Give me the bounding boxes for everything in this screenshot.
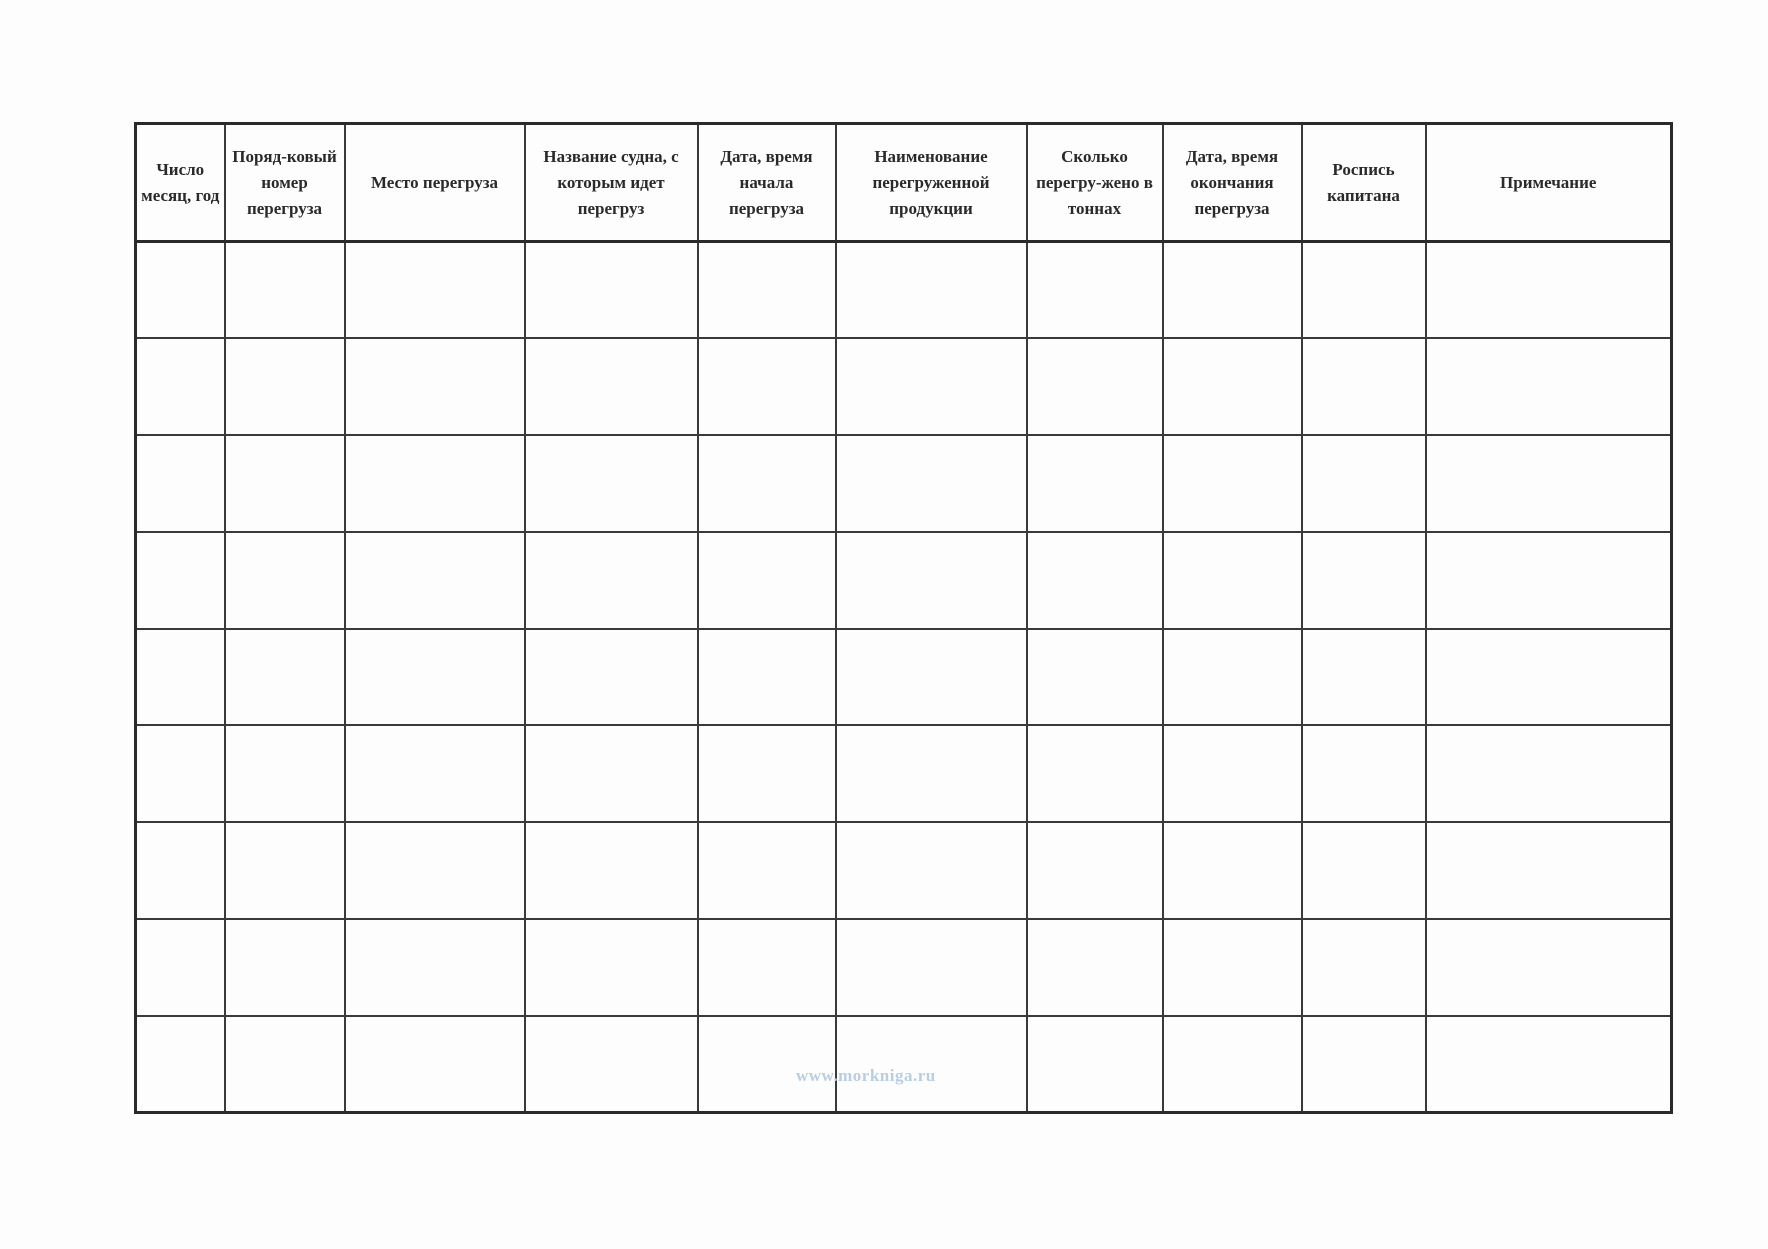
col-product-cell[interactable] [836,1016,1027,1113]
col-vessel-name-cell[interactable] [525,435,698,532]
col-date-cell[interactable] [136,725,225,822]
col-signature-cell[interactable] [1302,338,1426,435]
col-seq-number-cell[interactable] [225,725,345,822]
col-seq-number-cell[interactable] [225,532,345,629]
col-notes-cell[interactable] [1426,338,1672,435]
col-seq-number-cell[interactable] [225,338,345,435]
col-start-time-cell[interactable] [698,822,836,919]
col-signature-cell[interactable] [1302,629,1426,726]
col-signature-cell[interactable] [1302,435,1426,532]
col-place-label: Место перегруза [370,172,499,192]
col-product-cell[interactable] [836,338,1027,435]
col-place-cell[interactable] [345,725,525,822]
col-seq-number-label: Поряд-ковый номер перегруза [232,146,337,218]
transshipment-log-table [134,122,1673,1114]
col-start-time-cell[interactable] [698,629,836,726]
col-date-cell[interactable] [136,338,225,435]
col-product-cell[interactable] [836,242,1027,339]
col-date-cell[interactable] [136,242,225,339]
col-notes-cell[interactable] [1426,629,1672,726]
col-signature-cell[interactable] [1302,822,1426,919]
col-end-time-cell[interactable] [1163,435,1302,532]
col-start-time-cell[interactable] [698,919,836,1016]
col-end-time-cell[interactable] [1163,242,1302,339]
col-seq-number-cell[interactable] [225,822,345,919]
col-place-header [345,124,525,242]
col-seq-number-cell[interactable] [225,629,345,726]
table-row [136,532,1672,629]
col-notes-header [1426,124,1672,242]
col-notes-cell[interactable] [1426,919,1672,1016]
col-start-time-header [698,124,836,242]
col-end-time-cell[interactable] [1163,822,1302,919]
table-row [136,242,1672,339]
col-date-cell[interactable] [136,822,225,919]
col-place-cell[interactable] [345,532,525,629]
col-tonnage-cell[interactable] [1027,725,1163,822]
col-end-time-header [1163,124,1302,242]
col-start-time-cell[interactable] [698,242,836,339]
col-notes-cell[interactable] [1426,1016,1672,1113]
col-product-cell[interactable] [836,629,1027,726]
col-end-time-cell[interactable] [1163,532,1302,629]
col-tonnage-cell[interactable] [1027,338,1163,435]
col-product-label: Наименование перегруженной продукции [872,146,990,218]
col-vessel-name-cell[interactable] [525,822,698,919]
col-end-time-cell[interactable] [1163,1016,1302,1113]
col-product-cell[interactable] [836,532,1027,629]
col-end-time-cell[interactable] [1163,919,1302,1016]
col-end-time-cell[interactable] [1163,629,1302,726]
col-vessel-name-cell[interactable] [525,338,698,435]
col-signature-cell[interactable] [1302,919,1426,1016]
table-row [136,1016,1672,1113]
col-vessel-name-cell[interactable] [525,629,698,726]
col-notes-cell[interactable] [1426,532,1672,629]
col-notes-cell[interactable] [1426,822,1672,919]
col-end-time-cell[interactable] [1163,725,1302,822]
col-vessel-name-cell[interactable] [525,532,698,629]
col-tonnage-cell[interactable] [1027,1016,1163,1113]
col-tonnage-cell[interactable] [1027,242,1163,339]
col-product-header [836,124,1027,242]
col-product-cell[interactable] [836,822,1027,919]
col-product-cell[interactable] [836,725,1027,822]
col-tonnage-cell[interactable] [1027,822,1163,919]
col-seq-number-header [225,124,345,242]
col-date-label: Число месяц, год [141,159,220,205]
table-row [136,435,1672,532]
col-vessel-name-label: Название судна, с которым идет перегруз [543,146,679,218]
col-end-time-cell[interactable] [1163,338,1302,435]
col-date-cell[interactable] [136,629,225,726]
col-tonnage-cell[interactable] [1027,435,1163,532]
col-vessel-name-cell[interactable] [525,242,698,339]
header-row [136,124,1672,242]
col-place-cell[interactable] [345,822,525,919]
col-date-cell[interactable] [136,1016,225,1113]
table-row [136,629,1672,726]
watermark: www.morkniga.ru [796,1066,936,1085]
col-tonnage-cell[interactable] [1027,919,1163,1016]
col-seq-number-cell[interactable] [225,919,345,1016]
col-seq-number-cell[interactable] [225,1016,345,1113]
col-vessel-name-cell[interactable] [525,919,698,1016]
col-notes-label: Примечание [1500,172,1597,192]
col-seq-number-cell[interactable] [225,242,345,339]
col-tonnage-cell[interactable] [1027,532,1163,629]
col-signature-cell[interactable] [1302,532,1426,629]
col-end-time-label: Дата, время окончания перегруза [1185,146,1279,218]
col-tonnage-cell[interactable] [1027,629,1163,726]
col-date-header [136,124,225,242]
table-row [136,338,1672,435]
col-place-cell[interactable] [345,629,525,726]
col-signature-cell[interactable] [1302,1016,1426,1113]
col-product-cell[interactable] [836,435,1027,532]
col-date-cell[interactable] [136,435,225,532]
col-start-time-cell[interactable] [698,338,836,435]
col-start-time-cell[interactable] [698,435,836,532]
col-seq-number-cell[interactable] [225,435,345,532]
col-vessel-name-cell[interactable] [525,725,698,822]
col-start-time-cell[interactable] [698,1016,836,1113]
col-vessel-name-cell[interactable] [525,1016,698,1113]
col-date-cell[interactable] [136,532,225,629]
col-place-cell[interactable] [345,1016,525,1113]
col-place-cell[interactable] [345,242,525,339]
table-body [136,242,1672,1113]
col-notes-cell[interactable] [1426,242,1672,339]
col-signature-cell[interactable] [1302,725,1426,822]
col-notes-cell[interactable] [1426,725,1672,822]
col-place-cell[interactable] [345,919,525,1016]
col-vessel-name-header [525,124,698,242]
col-start-time-label: Дата, время начала перегруза [720,146,813,218]
col-tonnage-header [1027,124,1163,242]
col-place-cell[interactable] [345,338,525,435]
col-start-time-cell[interactable] [698,725,836,822]
col-signature-cell[interactable] [1302,242,1426,339]
col-place-cell[interactable] [345,435,525,532]
col-product-cell[interactable] [836,919,1027,1016]
table-row [136,725,1672,822]
table-row [136,919,1672,1016]
col-date-cell[interactable] [136,919,225,1016]
col-signature-header [1302,124,1426,242]
col-signature-label: Роспись капитана [1327,159,1400,205]
table-row [136,822,1672,919]
col-notes-cell[interactable] [1426,435,1672,532]
col-tonnage-label: Сколько перегру-жено в тоннах [1036,146,1153,218]
col-start-time-cell[interactable] [698,532,836,629]
